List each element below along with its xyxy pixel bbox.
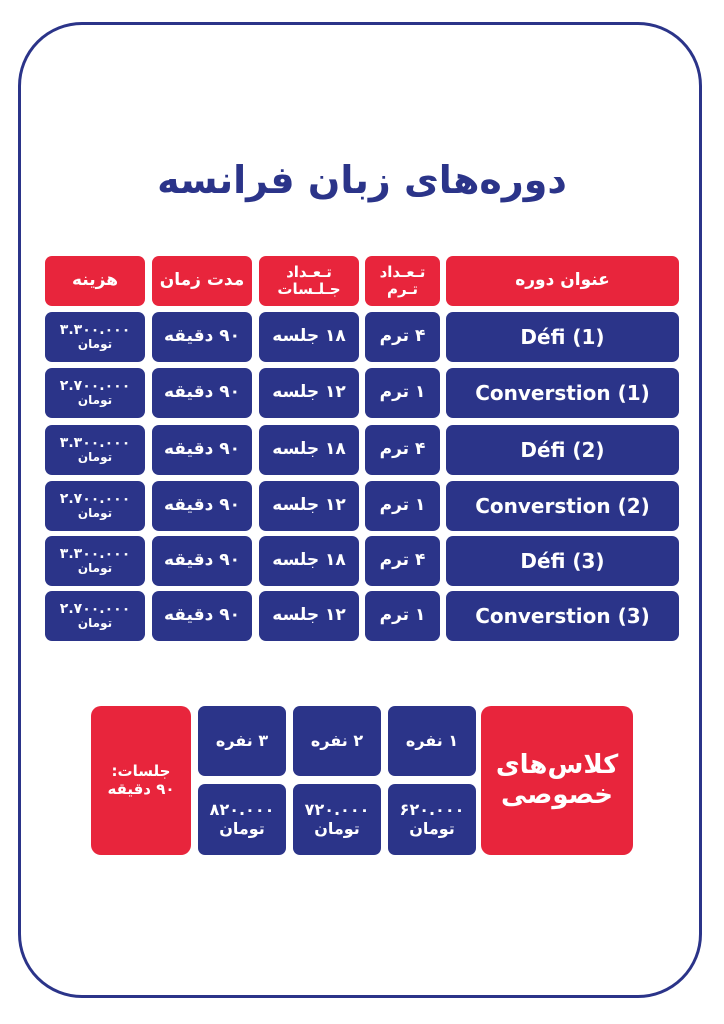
table-row-4-sessions (259, 481, 359, 531)
sessions-label: جلسات: (111, 762, 171, 781)
header-sessions-line2: جـلـسات (277, 280, 341, 298)
people-count: ۳ نفره (215, 730, 269, 750)
table-row-5-course (446, 536, 679, 586)
sessions-value: ۱۲ جلسه (272, 495, 346, 516)
duration-value: ۹۰ دقیقه (163, 382, 241, 403)
terms-value: ۱ ترم (379, 382, 426, 403)
table-row-2-duration (152, 368, 252, 418)
private-option-2-price (293, 784, 381, 855)
private-option-3-price (198, 784, 286, 855)
table-row-2-cost (45, 368, 145, 418)
header-sessions-line1: تـعـداد (286, 262, 332, 281)
cost-value: ۲.۷۰۰.۰۰۰ (59, 491, 131, 508)
terms-value: ۱ ترم (379, 605, 426, 626)
price-value: ۶۲۰.۰۰۰ (399, 800, 465, 820)
table-row-1-duration (152, 312, 252, 362)
currency-label: تومان (77, 450, 113, 465)
header-sessions (259, 256, 359, 306)
header-terms-line1: تـعـداد (379, 262, 426, 281)
course-title: Converstion (3) (475, 603, 650, 628)
course-title: Défi (1) (520, 324, 605, 349)
currency-label: تومان (77, 393, 113, 408)
cost-value: ۲.۷۰۰.۰۰۰ (59, 601, 131, 618)
table-row-3-duration (152, 425, 252, 475)
table-row-4-duration (152, 481, 252, 531)
sessions-value: ۱۸ جلسه (272, 439, 346, 460)
header-terms (365, 256, 440, 306)
table-row-1-course (446, 312, 679, 362)
header-cost (45, 256, 145, 306)
price-value: ۷۲۰.۰۰۰ (304, 800, 370, 820)
people-count: ۲ نفره (310, 730, 364, 750)
duration-value: ۹۰ دقیقه (163, 326, 241, 347)
header-course (446, 256, 679, 306)
table-row-6-sessions (259, 591, 359, 641)
cost-value: ۳.۳۰۰.۰۰۰ (59, 435, 131, 452)
private-classes-title (481, 706, 633, 855)
header-duration-label: مدت زمان (159, 270, 245, 291)
sessions-value: ۱۸ جلسه (272, 550, 346, 571)
table-row-5-sessions (259, 536, 359, 586)
header-terms-line2: تـرم (386, 280, 419, 298)
table-row-2-sessions (259, 368, 359, 418)
table-row-6-course (446, 591, 679, 641)
table-row-4-course (446, 481, 679, 531)
currency-label: تومان (77, 506, 113, 521)
table-row-2-terms (365, 368, 440, 418)
course-title: Défi (3) (520, 548, 605, 573)
table-row-1-terms (365, 312, 440, 362)
sessions-value: ۱۸ جلسه (272, 326, 346, 347)
page-title: دوره‌های زبان فرانسه (157, 158, 567, 202)
table-row-5-duration (152, 536, 252, 586)
price-value: ۸۲۰.۰۰۰ (209, 800, 275, 820)
sessions-duration: ۹۰ دقیقه (107, 779, 175, 798)
terms-value: ۴ ترم (379, 439, 426, 460)
terms-value: ۴ ترم (379, 550, 426, 571)
table-row-6-duration (152, 591, 252, 641)
private-option-2-people (293, 706, 381, 776)
people-count: ۱ نفره (405, 730, 459, 750)
course-title: Converstion (2) (475, 493, 650, 518)
cost-value: ۳.۳۰۰.۰۰۰ (59, 322, 131, 339)
table-row-5-cost (45, 536, 145, 586)
table-row-3-sessions (259, 425, 359, 475)
table-row-6-cost (45, 591, 145, 641)
duration-value: ۹۰ دقیقه (163, 605, 241, 626)
private-option-1-price (388, 784, 476, 855)
duration-value: ۹۰ دقیقه (163, 439, 241, 460)
table-row-4-cost (45, 481, 145, 531)
private-title-line2: خصوصی (500, 779, 614, 810)
header-cost-label: هزینه (72, 270, 118, 291)
currency-label: تومان (409, 818, 455, 838)
private-option-1-people (388, 706, 476, 776)
table-row-3-course (446, 425, 679, 475)
table-row-5-terms (365, 536, 440, 586)
sessions-value: ۱۲ جلسه (272, 382, 346, 403)
currency-label: تومان (219, 818, 265, 838)
header-course-label: عنوان دوره (515, 270, 610, 291)
table-row-3-terms (365, 425, 440, 475)
currency-label: تومان (77, 616, 113, 631)
sessions-value: ۱۲ جلسه (272, 605, 346, 626)
cost-value: ۳.۳۰۰.۰۰۰ (59, 546, 131, 563)
course-title: Converstion (1) (475, 380, 650, 405)
currency-label: تومان (314, 818, 360, 838)
course-title: Défi (2) (520, 437, 605, 462)
table-row-1-sessions (259, 312, 359, 362)
table-row-1-cost (45, 312, 145, 362)
private-title-line1: کلاس‌های (495, 749, 619, 780)
table-row-3-cost (45, 425, 145, 475)
header-duration (152, 256, 252, 306)
duration-value: ۹۰ دقیقه (163, 495, 241, 516)
table-row-2-course (446, 368, 679, 418)
private-sessions-note (91, 706, 191, 855)
cost-value: ۲.۷۰۰.۰۰۰ (59, 378, 131, 395)
table-row-6-terms (365, 591, 440, 641)
duration-value: ۹۰ دقیقه (163, 550, 241, 571)
terms-value: ۴ ترم (379, 326, 426, 347)
table-row-4-terms (365, 481, 440, 531)
currency-label: تومان (77, 337, 113, 352)
currency-label: تومان (77, 561, 113, 576)
terms-value: ۱ ترم (379, 495, 426, 516)
private-option-3-people (198, 706, 286, 776)
